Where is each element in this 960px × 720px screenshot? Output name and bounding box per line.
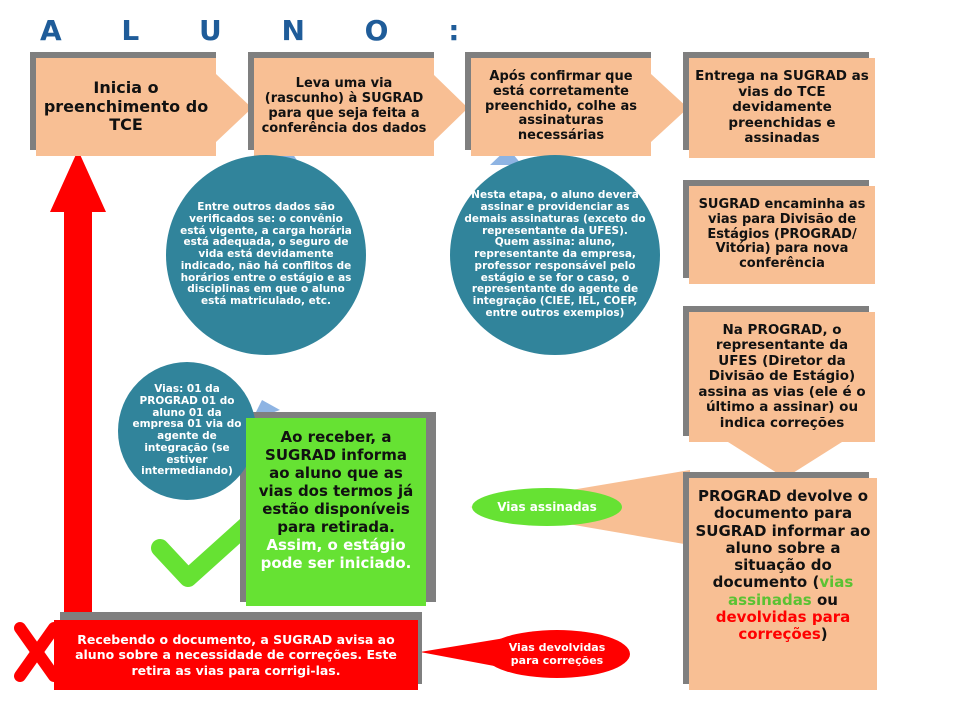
red-arrow-shaft [64,210,92,630]
step-prograd-sign: Na PROGRAD, o representante da UFES (Diretor da Divisão de Estágio) assina as vias (ele é o último a assinar) ou indica correções [689,312,875,442]
step-deliver-sugrad: Entrega na SUGRAD as vias do TCE devidamente preenchidas e assinadas [689,58,875,158]
step-collect-signatures: Após confirmar que está corretamente preenchido, colhe as assinaturas necessárias [471,58,651,156]
paren-close: ) [820,625,828,643]
step-prograd-return-text: PROGRAD devolve o documento para SUGRAD informar ao aluno sobre a situação do documento [695,487,871,592]
green-box-ready [246,418,426,606]
status-signed: vias assinadas [728,573,854,609]
step-draft-check: Leva uma via (rascunho) à SUGRAD para que seja feita a conferência dos dados [254,58,434,156]
arrow-1-2 [216,74,252,142]
circle-verification-notes: Entre outros dados são verificados se: o convênio está vigente, a carga horária está adequada, o seguro de vida está devidamente indicado, não há conflitos de horários entre o estágio e as disciplinas em que o aluno está matriculado, etc. [166,155,366,355]
green-box-text: Ao receber, a SUGRAD informa ao aluno que as vias dos termos já estão disponíveis para retirada. [258,428,414,536]
callout-signed: Vias assinadas [472,488,622,526]
page-title: A L U N O : [40,14,485,47]
connector-or: ou [816,590,838,609]
red-arrow-head [50,150,106,212]
arrow-2-3 [433,74,468,142]
callout-returned: Vias devolvidas para correções [484,630,630,678]
paren-open: ( [812,573,820,592]
check-icon [160,524,248,578]
circle-signature-notes: Nesta etapa, o aluno deverá assinar e providenciar as demais assinaturas (exceto do representante da UFES). Quem assina: aluno, representante da empresa, professor responsável pelo estágio e se for o caso, o representante do agente de integração (CIEE, IEL, COEP, entre outros exemplos) [450,155,660,355]
circle-copies-notes: Vias: 01 da PROGRAD 01 do aluno 01 da empresa 01 via do agente de integração (se estiver intermediando) [118,362,256,500]
green-box-tail: estágio pode ser iniciado. [260,536,412,572]
red-box-corrections: Recebendo o documento, a SUGRAD avisa ao aluno sobre a necessidade de correções. Este retira as vias para corrigi-las. [54,620,418,690]
step-forward-prograd: SUGRAD encaminha as vias para Divisão de Estágios (PROGRAD/ Vitória) para nova conferência [689,186,875,284]
green-box-highlight: Assim, o [266,536,338,554]
step-start: Inicia o preenchimento do TCE [36,58,216,156]
step-prograd-return [689,478,877,690]
status-returned: devolvidas para correções [715,607,851,643]
